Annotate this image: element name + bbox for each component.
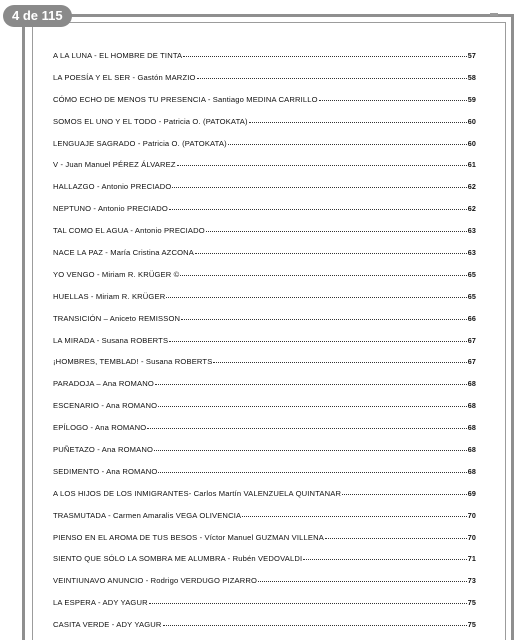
toc-dot-leader <box>169 209 467 210</box>
toc-entry-page-number: 58 <box>467 72 476 82</box>
toc-entry-page-number: 69 <box>467 488 476 498</box>
toc-entry-page-number: 71 <box>467 554 476 564</box>
toc-entry-title: LA ESPERA - ADY YAGUR <box>53 598 148 608</box>
toc-dot-leader <box>258 581 467 582</box>
toc-entry[interactable] <box>53 51 476 73</box>
toc-entry[interactable] <box>53 357 476 379</box>
toc-entry-title: LENGUAJE SAGRADO - Patricia O. (PATOKATA) <box>53 138 227 148</box>
toc-entry-page-number: 62 <box>467 204 476 214</box>
toc-entry-title: NACE LA PAZ - María Cristina AZCONA <box>53 248 194 258</box>
toc-entry-page-number: 66 <box>467 313 476 323</box>
toc-entry-page-number: 67 <box>467 335 476 345</box>
toc-entry[interactable] <box>53 204 476 226</box>
toc-entry-title: LA MIRADA - Susana ROBERTS <box>53 335 169 345</box>
toc-dot-leader <box>195 253 467 254</box>
toc-entry-title: HUELLAS - Miriam R. KRÜGER <box>53 291 166 301</box>
toc-entry-page-number: 60 <box>467 116 476 126</box>
toc-entry-title: HALLAZGO - Antonio PRECIADO <box>53 182 172 192</box>
toc-entry-title: PUÑETAZO - Ana ROMANO <box>53 445 154 455</box>
toc-entry-page-number: 65 <box>467 291 476 301</box>
toc-dot-leader <box>249 122 467 123</box>
toc-entry-title: YO VENGO - Miriam R. KRÜGER © <box>53 269 180 279</box>
toc-entry[interactable] <box>53 139 476 161</box>
toc-entry-title: VEINTIUNAVO ANUNCIO - Rodrigo VERDUGO PIZARRO <box>53 576 258 586</box>
toc-entry-title: LA POESÍA Y EL SER - Gastón MARZIO <box>53 72 196 82</box>
toc-entry-page-number: 68 <box>467 379 476 389</box>
toc-entry-page-number: 70 <box>467 532 476 542</box>
toc-dot-leader <box>158 472 466 473</box>
table-of-contents <box>53 51 476 640</box>
toc-dot-leader <box>149 603 467 604</box>
toc-entry-page-number: 62 <box>467 182 476 192</box>
toc-entry[interactable] <box>53 336 476 358</box>
toc-entry[interactable] <box>53 160 476 182</box>
toc-entry-page-number: 68 <box>467 423 476 433</box>
page-indicator-badge: 4 de 115 <box>3 5 72 27</box>
toc-entry-title: SOMOS EL UNO Y EL TODO - Patricia O. (PATOKATA) <box>53 116 248 126</box>
toc-entry[interactable] <box>53 95 476 117</box>
toc-entry[interactable] <box>53 270 476 292</box>
toc-entry-title: NEPTUNO - Antonio PRECIADO <box>53 204 168 214</box>
toc-entry[interactable] <box>53 533 476 555</box>
toc-entry-title: PIENSO EN EL AROMA DE TUS BESOS - Víctor Manuel GUZMAN VILLENA <box>53 532 324 542</box>
toc-entry[interactable] <box>53 73 476 95</box>
toc-entry-title: ESCENARIO - Ana ROMANO <box>53 401 158 411</box>
toc-entry-title: V - Juan Manuel PÉREZ ÁLVAREZ <box>53 160 176 170</box>
toc-entry[interactable] <box>53 489 476 511</box>
toc-entry-title: SEDIMENTO - Ana ROMANO <box>53 466 158 476</box>
toc-entry-title: ¡HOMBRES, TEMBLAD! - Susana ROBERTS <box>53 357 213 367</box>
toc-entry-title: CASITA VERDE - ADY YAGUR <box>53 620 162 630</box>
scroll-indicator[interactable] <box>490 13 498 16</box>
toc-dot-leader <box>183 56 466 57</box>
toc-dot-leader <box>319 100 467 101</box>
toc-entry[interactable] <box>53 401 476 423</box>
toc-dot-leader <box>163 625 467 626</box>
toc-entry[interactable] <box>53 292 476 314</box>
toc-dot-leader <box>206 231 467 232</box>
toc-dot-leader <box>180 275 466 276</box>
toc-entry-page-number: 61 <box>467 160 476 170</box>
toc-entry-title: TRASMUTADA - Carmen Amaralis VEGA OLIVENCIA <box>53 510 242 520</box>
toc-entry-page-number: 59 <box>467 94 476 104</box>
toc-entry-page-number: 75 <box>467 620 476 630</box>
toc-dot-leader <box>213 362 466 363</box>
toc-entry-page-number: 63 <box>467 248 476 258</box>
toc-dot-leader <box>147 428 466 429</box>
toc-entry-page-number: 65 <box>467 269 476 279</box>
toc-entry-page-number: 75 <box>467 598 476 608</box>
toc-entry-title: SIENTO QUE SÓLO LA SOMBRA ME ALUMBRA - Rubén VEDOVALDI <box>53 554 303 564</box>
toc-dot-leader <box>166 297 466 298</box>
toc-entry[interactable] <box>53 576 476 598</box>
toc-entry-title: A LOS HIJOS DE LOS INMIGRANTES- Carlos Martín VALENZUELA QUINTANAR <box>53 488 342 498</box>
toc-entry[interactable] <box>53 379 476 401</box>
toc-entry[interactable] <box>53 620 476 640</box>
toc-entry[interactable] <box>53 554 476 576</box>
toc-entry[interactable] <box>53 423 476 445</box>
toc-entry-title: PARADOJA – Ana ROMANO <box>53 379 154 389</box>
toc-entry-page-number: 60 <box>467 138 476 148</box>
toc-dot-leader <box>177 165 467 166</box>
toc-entry-page-number: 57 <box>467 51 476 60</box>
toc-entry[interactable] <box>53 598 476 620</box>
toc-entry[interactable] <box>53 467 476 489</box>
toc-entry[interactable] <box>53 248 476 270</box>
toc-entry-page-number: 68 <box>467 445 476 455</box>
toc-dot-leader <box>342 494 467 495</box>
toc-entry-title: CÓMO ECHO DE MENOS TU PRESENCIA - Santiago MEDINA CARRILLO <box>53 94 318 104</box>
toc-dot-leader <box>154 450 467 451</box>
toc-dot-leader <box>197 78 467 79</box>
toc-entry[interactable] <box>53 314 476 336</box>
toc-entry-page-number: 63 <box>467 226 476 236</box>
toc-entry-page-number: 73 <box>467 576 476 586</box>
toc-dot-leader <box>172 187 466 188</box>
toc-dot-leader <box>228 144 467 145</box>
toc-entry[interactable] <box>53 226 476 248</box>
toc-entry-page-number: 68 <box>467 466 476 476</box>
toc-dot-leader <box>181 319 467 320</box>
toc-entry-page-number: 67 <box>467 357 476 367</box>
toc-entry-title: A LA LUNA - EL HOMBRE DE TINTA <box>53 51 183 60</box>
toc-entry[interactable] <box>53 117 476 139</box>
toc-entry[interactable] <box>53 182 476 204</box>
toc-entry-title: EPÍLOGO - Ana ROMANO <box>53 423 147 433</box>
toc-dot-leader <box>325 538 467 539</box>
toc-dot-leader <box>155 384 467 385</box>
toc-entry-title: TRANSICIÓN – Aniceto REMISSON <box>53 313 181 323</box>
toc-dot-leader <box>158 406 467 407</box>
toc-dot-leader <box>242 516 467 517</box>
toc-entry-title: TAL COMO EL AGUA - Antonio PRECIADO <box>53 226 205 236</box>
toc-dot-leader <box>169 341 467 342</box>
toc-dot-leader <box>303 559 466 560</box>
toc-entry-page-number: 68 <box>467 401 476 411</box>
toc-entry[interactable] <box>53 445 476 467</box>
toc-entry-page-number: 70 <box>467 510 476 520</box>
toc-entry[interactable] <box>53 511 476 533</box>
